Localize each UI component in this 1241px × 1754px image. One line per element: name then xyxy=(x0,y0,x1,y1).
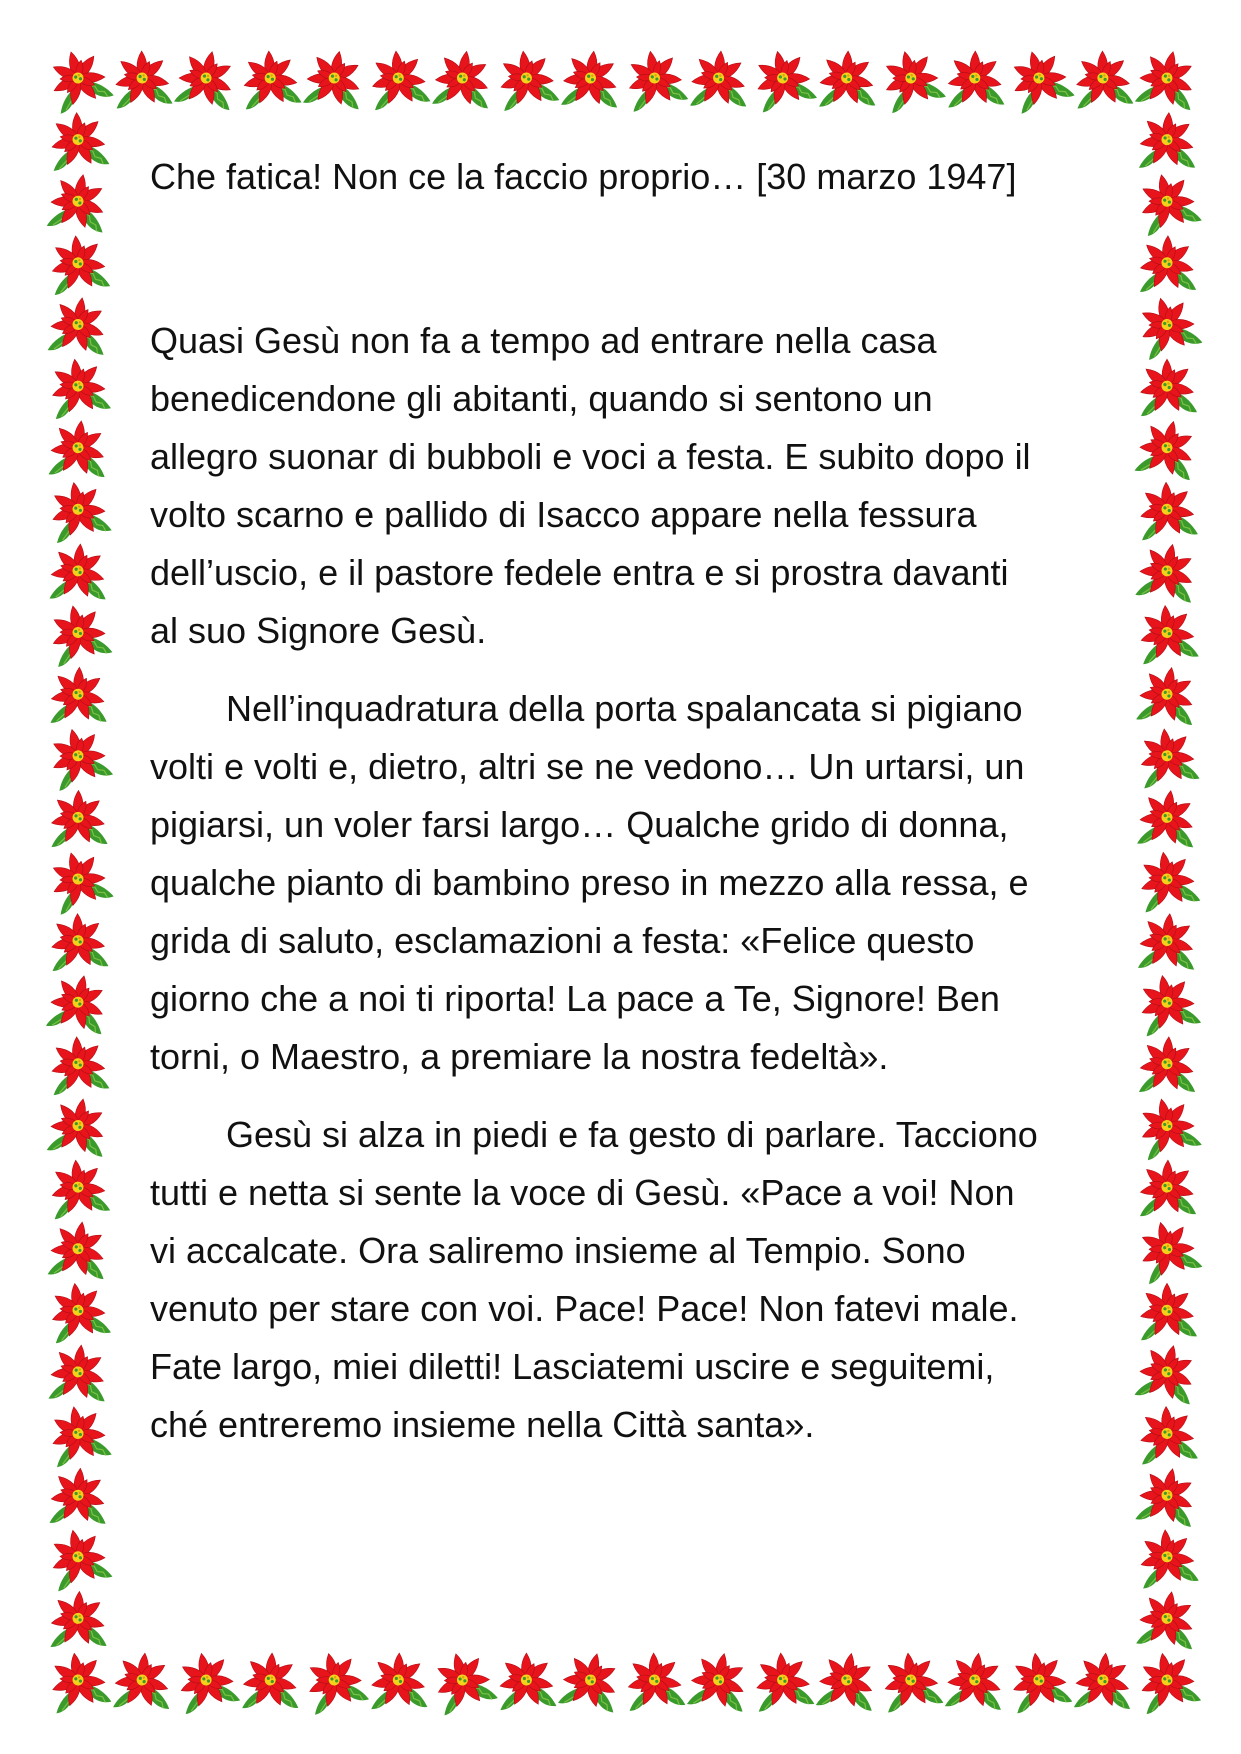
paragraph-line xyxy=(150,738,1095,796)
line-text: dell’uscio, e il pastore fedele entra e si prostra davanti xyxy=(150,552,1009,593)
line-text: Nell’inquadratura della porta spalancata si pigiano xyxy=(226,688,1023,729)
paragraph xyxy=(150,1106,1095,1454)
poinsettia-icon xyxy=(1135,1093,1203,1161)
poinsettia-icon xyxy=(1140,359,1197,416)
poinsettia-icon xyxy=(1134,1463,1202,1531)
poinsettia-icon xyxy=(48,1466,110,1528)
poinsettia-icon xyxy=(626,1652,685,1711)
poinsettia-icon xyxy=(47,1342,111,1406)
line-text: grida di saluto, esclamazioni a festa: «Felice questo xyxy=(150,920,975,961)
poinsettia-icon xyxy=(112,1650,175,1713)
paragraph-line xyxy=(150,1396,1095,1454)
poinsettia-icon xyxy=(818,50,878,110)
poinsettia-icon xyxy=(499,1653,556,1710)
poinsettia-icon xyxy=(1136,848,1201,912)
paragraph-line xyxy=(150,312,1095,370)
paragraph-list xyxy=(150,312,1095,1454)
poinsettia-icon xyxy=(1138,1035,1199,1096)
line-text: Fate largo, miei diletti! Lasciatemi uscire e seguitemi, xyxy=(150,1346,995,1387)
paragraph-line xyxy=(150,796,1095,854)
poinsettia-icon xyxy=(881,1650,944,1713)
poinsettia-icon xyxy=(50,913,108,971)
poinsettia-icon xyxy=(302,46,369,113)
poinsettia-icon xyxy=(753,1651,814,1712)
poinsettia-icon xyxy=(1135,169,1203,237)
poinsettia-icon xyxy=(48,233,110,295)
paragraph-line xyxy=(150,680,1095,738)
poinsettia-icon xyxy=(46,294,112,359)
line-text: torni, o Maestro, a premiare la nostra fedeltà». xyxy=(150,1036,889,1077)
paragraph-line xyxy=(150,1028,1095,1086)
poinsettia-icon xyxy=(431,47,497,112)
line-text: volti e volti e, dietro, altri se ne vedono… Un urtarsi, un xyxy=(150,746,1025,787)
line-text: Gesù si alza in piedi e fa gesto di parlare. Tacciono xyxy=(226,1114,1038,1155)
poinsettia-icon xyxy=(1134,291,1203,360)
paragraph-line xyxy=(150,370,1095,428)
line-text: volto scarno e pallido di Isacco appare nella fessura xyxy=(150,494,977,535)
document-body xyxy=(150,148,1095,1474)
line-text: giorno che a noi ti riporta! La pace a Te, Signore! Ben xyxy=(150,978,1000,1019)
poinsettia-icon xyxy=(45,970,114,1038)
poinsettia-icon xyxy=(496,48,560,112)
poinsettia-icon xyxy=(1005,44,1075,114)
poinsettia-icon xyxy=(370,1652,429,1711)
poinsettia-icon xyxy=(1139,1159,1198,1218)
poinsettia-icon xyxy=(173,46,242,114)
poinsettia-icon xyxy=(943,1649,1008,1713)
poinsettia-icon xyxy=(45,169,112,236)
poinsettia-icon xyxy=(47,478,113,543)
line-text: venuto per stare con voi. Pace! Pace! Non fatevi male. xyxy=(150,1288,1019,1329)
poinsettia-icon xyxy=(1133,1339,1202,1408)
poinsettia-icon xyxy=(686,1648,754,1716)
poinsettia-icon xyxy=(114,50,172,108)
poinsettia-icon xyxy=(50,790,108,848)
poinsettia-icon xyxy=(560,48,624,112)
poinsettia-icon xyxy=(1008,1649,1073,1713)
paragraph-line xyxy=(150,1338,1095,1396)
poinsettia-icon xyxy=(45,44,115,114)
line-text: tutti e netta si sente la voce di Gesù. «Pace a voi! Non xyxy=(150,1172,1015,1213)
paragraph-line xyxy=(150,1106,1095,1164)
line-text: al suo Signore Gesù. xyxy=(150,610,487,651)
poinsettia-icon xyxy=(46,600,113,667)
line-text: ché entreremo insieme nella Città santa». xyxy=(150,1404,815,1445)
line-text: benedicendone gli abitanti, quando si sentono un xyxy=(150,378,933,419)
paragraph-line xyxy=(150,602,1095,660)
line-text: Quasi Gesù non fa a tempo ad entrare nella casa xyxy=(150,320,937,361)
poinsettia-icon xyxy=(1134,46,1203,114)
paragraph-line xyxy=(150,428,1095,486)
poinsettia-icon xyxy=(1137,726,1200,789)
poinsettia-icon xyxy=(557,1647,626,1716)
paragraph-line xyxy=(150,1164,1095,1222)
paragraph-line xyxy=(150,1280,1095,1338)
poinsettia-icon xyxy=(1138,603,1199,664)
page-title: Che fatica! Non ce la faccio proprio… [30 marzo 1947] xyxy=(150,156,1017,197)
poinsettia-icon xyxy=(48,1158,110,1220)
poinsettia-icon xyxy=(369,48,431,110)
poinsettia-icon xyxy=(1138,111,1199,172)
poinsettia-icon xyxy=(815,1649,881,1715)
paragraph-line xyxy=(150,1222,1095,1280)
poinsettia-icon xyxy=(49,111,109,171)
poinsettia-icon xyxy=(1134,1215,1203,1284)
paragraph-line xyxy=(150,486,1095,544)
poinsettia-icon xyxy=(47,1649,112,1713)
poinsettia-icon xyxy=(1135,663,1201,729)
poinsettia-icon xyxy=(49,666,109,726)
poinsettia-icon xyxy=(1135,1587,1201,1653)
poinsettia-icon xyxy=(429,1647,498,1716)
poinsettia-icon xyxy=(623,47,689,112)
poinsettia-icon xyxy=(48,542,110,604)
poinsettia-icon xyxy=(47,418,111,482)
paragraph-line xyxy=(150,970,1095,1028)
poinsettia-icon xyxy=(1138,1528,1199,1589)
poinsettia-icon xyxy=(48,1280,112,1344)
paragraph xyxy=(150,312,1095,660)
paragraph-line xyxy=(150,854,1095,912)
poinsettia-icon xyxy=(878,45,947,113)
poinsettia-icon xyxy=(46,1218,112,1283)
line-text: vi accalcate. Ora saliremo insieme al Tempio. Sono xyxy=(150,1230,966,1271)
poinsettia-icon xyxy=(48,356,112,420)
poinsettia-icon xyxy=(689,49,751,111)
poinsettia-icon xyxy=(1075,50,1133,108)
poinsettia-icon xyxy=(947,51,1005,109)
poinsettia-icon xyxy=(45,1094,112,1161)
poinsettia-icon xyxy=(49,1590,109,1650)
poinsettia-icon xyxy=(751,46,818,113)
poinsettia-icon xyxy=(1136,787,1201,851)
poinsettia-icon xyxy=(1140,1283,1197,1340)
poinsettia-icon xyxy=(49,1035,109,1095)
poinsettia-icon xyxy=(302,1647,370,1715)
poinsettia-icon xyxy=(1139,1405,1198,1464)
poinsettia-icon xyxy=(1134,539,1202,607)
poinsettia-icon xyxy=(1133,415,1202,484)
poinsettia-icon xyxy=(1135,1648,1201,1714)
poinsettia-icon xyxy=(241,49,301,109)
poinsettia-icon xyxy=(1139,481,1198,540)
poinsettia-icon xyxy=(1135,970,1201,1036)
paragraph xyxy=(150,680,1095,1086)
poinsettia-icon xyxy=(1137,911,1200,974)
line-text: qualche pianto di bambino preso in mezzo alla ressa, e xyxy=(150,862,1029,903)
poinsettia-icon xyxy=(47,1402,113,1467)
poinsettia-icon xyxy=(45,723,114,791)
paragraph-line xyxy=(150,912,1095,970)
poinsettia-icon xyxy=(1139,235,1198,294)
poinsettia-icon xyxy=(1073,1650,1136,1713)
poinsettia-icon xyxy=(241,1651,302,1712)
poinsettia-icon xyxy=(46,1525,113,1592)
poinsettia-icon xyxy=(174,1648,240,1714)
line-text: allegro suonar di bubboli e voci a festa. E subito dopo il xyxy=(150,436,1031,477)
paragraph-line xyxy=(150,544,1095,602)
poinsettia-icon xyxy=(45,845,115,915)
line-text: pigiarsi, un voler farsi largo… Qualche grido di donna, xyxy=(150,804,1009,845)
